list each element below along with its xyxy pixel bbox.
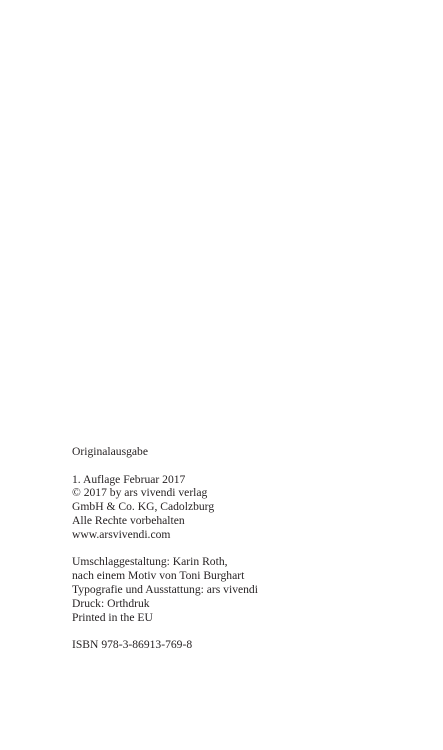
cover-design-line: Umschlaggestaltung: Karin Roth, xyxy=(72,555,228,569)
rights-line: Alle Rechte vorbehalten xyxy=(72,513,185,527)
cover-motif-line: nach einem Motiv von Toni Burghart xyxy=(72,569,245,583)
credits-paragraph xyxy=(72,555,412,624)
publisher-line: GmbH & Co. KG, Cadolzburg xyxy=(72,500,215,514)
isbn-paragraph xyxy=(72,638,412,652)
publication-paragraph xyxy=(72,473,412,542)
isbn-line: ISBN 978-3-86913-769-8 xyxy=(72,638,193,652)
copyright-line: © 2017 by ars vivendi verlag xyxy=(72,486,208,500)
edition-line: Originalausgabe xyxy=(72,445,148,458)
edition-paragraph xyxy=(72,445,412,459)
imprint-block xyxy=(72,445,412,652)
printing-line: Druck: Orthdruk xyxy=(72,596,150,610)
printed-in-line: Printed in the EU xyxy=(72,610,153,624)
typography-line: Typografie und Ausstattung: ars vivendi xyxy=(72,582,258,596)
edition-date-line: 1. Auflage Februar 2017 xyxy=(72,472,186,486)
website-line: www.arsvivendi.com xyxy=(72,527,171,541)
